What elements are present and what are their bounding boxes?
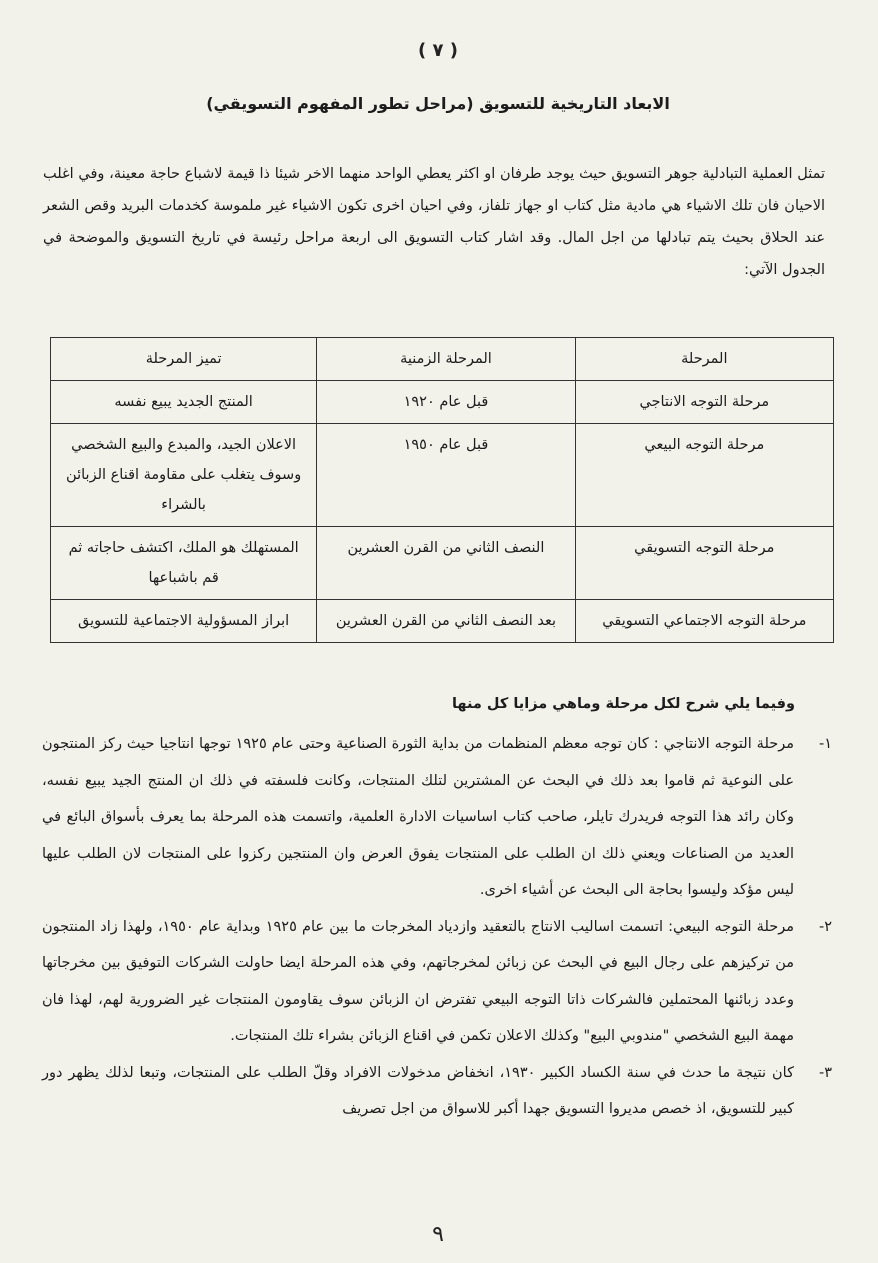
list-item [43,909,833,1055]
page-title: الابعاد التاريخية للتسويق (مراحل تطور المفهوم التسويقي) [207,94,671,113]
header-feature: تميز المرحلة [52,338,318,381]
item-text: كان نتيجة ما حدث في سنة الكساد الكبير ١٩٣٠، انخفاض مدخولات الافراد وقلّ الطلب على المنتجات، وتبعا لذلك يظهر دور كبير للتسويق، اذ خصص مديروا التسويق جهدا أكبر للاسواق من اجل تصريف [43,1064,795,1117]
header-stage: المرحلة [576,338,834,381]
cell-feature: الاعلان الجيد، والمبدع والبيع الشخصي وسوف يتغلب على مقاومة اقناع الزبائن بالشراء [52,424,318,527]
cell-stage: مرحلة التوجه التسويقي [576,527,834,600]
cell-period: قبل عام ١٩٥٠ [318,424,576,527]
stages-table [51,337,835,643]
cell-feature: ابراز المسؤولية الاجتماعية للتسويق [52,600,318,643]
table-row [52,527,835,600]
cell-feature: المستهلك هو الملك، اكتشف حاجاته ثم قم باشباعها [52,527,318,600]
table-header-row [52,338,835,381]
page-number-bottom: ٩ [433,1222,445,1247]
page-number-top: ( ٧ ) [419,40,459,61]
item-number: ٢- [819,918,833,935]
cell-period: بعد النصف الثاني من القرن العشرين [318,600,576,643]
table-row [52,424,835,527]
table-row [52,600,835,643]
list-item [43,1055,833,1128]
lead-text: وفيما يلي شرح لكل مرحلة وماهي مزايا كل منها [452,696,796,712]
cell-feature: المنتج الجديد يبيع نفسه [52,381,318,424]
cell-stage: مرحلة التوجه الانتاجي [576,381,834,424]
list-item [43,726,833,909]
header-period: المرحلة الزمنية [318,338,576,381]
item-number: ١- [819,736,833,752]
cell-stage: مرحلة التوجه الاجتماعي التسويقي [576,600,834,643]
item-text: مرحلة التوجه الانتاجي : كان توجه معظم المنظمات من بداية الثورة الصناعية وحتى عام ١٩٢٥ توجها انتاجيا حيث ركز المنتجون على النوعية ثم قاموا بعد ذلك في البحث عن المشترين لتلك المنتجات، وكانت فلسفته في ذلك ان المنتج الجيد يبيع نفسه، وكان رائد هذا التوجه فريدرك تايلر، صاحب كتاب اساسيات الادارة العلمية، واتسمت هذه المرحلة بما يعرف بأسواق البائع في العديد من الصناعات ويعني ذلك ان الطلب على المنتجات يفوق العرض وان المنتجين ركزوا على المنتجات لان الطلب عليها ليس مؤكد وليسوا بحاجة الى البحث عن أشياء اخرى. [43,736,795,898]
intro-paragraph: تمثل العملية التبادلية جوهر التسويق حيث يوجد طرفان او اكثر يعطي الواحد منهما الاخر شيئا ذا قيمة لاشباع حاجة معينة، وفي اغلب الاحيان فان تلك الاشياء هي مادية مثل كتاب او جهاز تلفاز، وفي احيان اخرى تكون الاشياء غير ملموسة كخدمات البريد وقص الشعر عند الحلاق بحيث يتم تبادلها من اجل المال. وقد اشار كتاب التسويق الى اربعة مراحل رئيسة في تاريخ التسويق والموضحة في الجدول الآتي: [44,166,826,278]
cell-stage: مرحلة التوجه البيعي [576,424,834,527]
cell-period: قبل عام ١٩٢٠ [318,381,576,424]
points-list [43,726,833,1128]
cell-period: النصف الثاني من القرن العشرين [318,527,576,600]
table-row [52,381,835,424]
item-number: ٣- [819,1064,833,1081]
item-text: مرحلة التوجه البيعي: اتسمت اساليب الانتاج بالتعقيد وازدياد المخرجات ما بين عام ١٩٢٥ وبداية عام ١٩٥٠، ولهذا زاد المنتجون من تركيزهم على رجال البيع في البحث عن زبائن لمخرجاتهم، وفي هذه المرحلة ايضا حاولت الشركات التوفيق بين مخرجاتها وعدد زبائنها المحتملين فالشركات ذاتا التوجه البيعي تفترض ان الزبائن سوف يقاومون المنتجات غير الضرورية لهم، لهذا فان مهمة البيع الشخصي "مندوبي البيع" وكذلك الاعلان تكمن في اقناع الزبائن بشراء تلك المنتجات. [43,918,795,1044]
